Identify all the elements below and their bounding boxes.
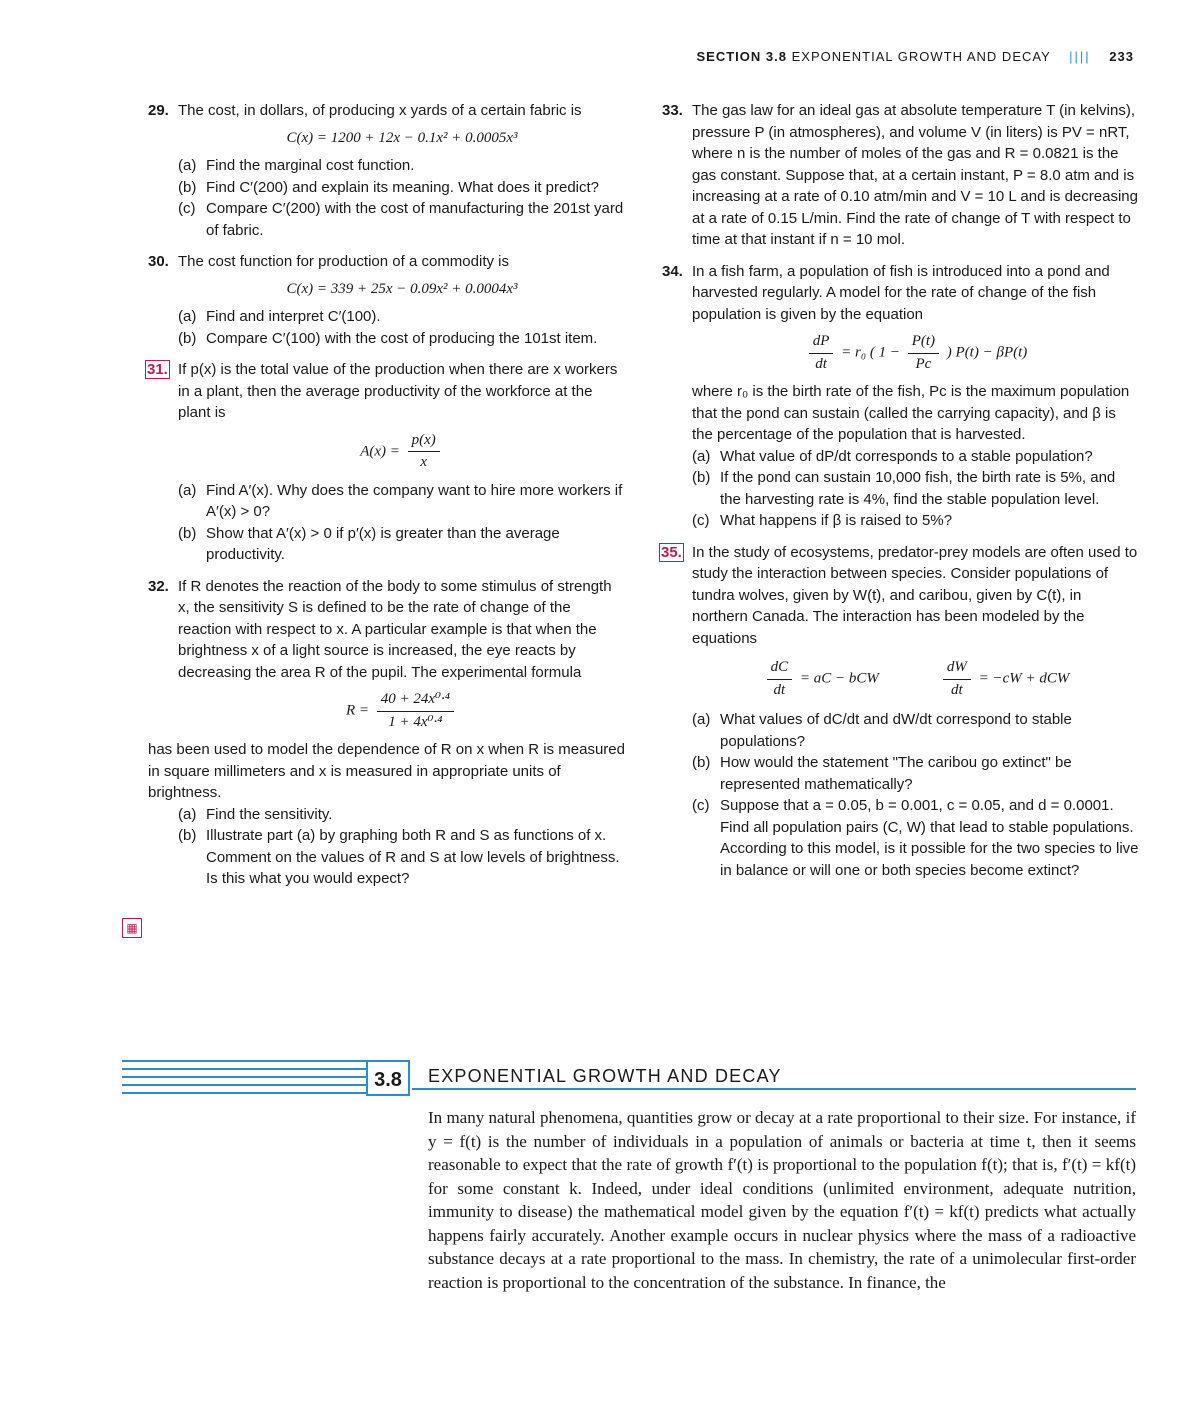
problem-text-after: where r₀ is the birth rate of the fish, Pc is the maximum population that the pond can sustain (called the carrying capacity), and β is the percentage of the population that is harvested.: [692, 383, 1130, 443]
section-body: In many natural phenomena, quantities grow or decay at a rate proportional to their size. For instance, if y = f(t) is the number of individuals in a population of animals or bacteria at time t, then it seems reasonable to expect that the rate of growth f′(t) is proportional to the population f(t); that is, f′(t) = kf(t) for some constant k. Indeed, under ideal conditions (unlimited environment, adequate nutrition, immunity to disease) the mathematical model given by the equation f′(t) = kf(t) predicts what actually happens fairly accurately. Another example occurs in nuclear physics where the mass of a radioactive substance decays at a rate proportional to the mass. In chemistry, the rate of a unimolecular first-order reaction is proportional to the concentration of the substance. In finance, the: [428, 1108, 1136, 1292]
part-c: (c) What happens if β is raised to 5%?: [692, 512, 953, 529]
problem-text: In the study of ecosystems, predator-prey models are often used to study the interaction between species. Consider populations of tundra wolves, given by W(t), and caribou, given by C(t), in northern Canada. The interaction has been modeled by the equations: [692, 543, 1138, 647]
problem-31: [148, 359, 626, 566]
part-b: (b) Compare C′(100) with the cost of producing the 101st item.: [178, 329, 598, 347]
problem-text-after: has been used to model the dependence of R on x when R is measured in square millimeters and x is measured in appropriate units of brightness.: [148, 741, 625, 801]
equation: R = $\frac{\text{40 + 24x⁰·⁴}}{\text{1 + 4x⁰·⁴}}$: [178, 689, 626, 733]
section-number: 3.8: [366, 1060, 410, 1096]
part-a: (a) Find the marginal cost function.: [178, 157, 415, 174]
header-bars: ||||: [1069, 49, 1091, 64]
part-a: (a) Find and interpret C′(100).: [178, 308, 381, 325]
problem-number: 29.: [148, 102, 169, 119]
problem-30: [148, 251, 626, 349]
part-a: (a) What value of dP/dt corresponds to a stable population?: [692, 447, 1093, 465]
problem-text: If R denotes the reaction of the body to some stimulus of strength x, the sensitivity S is defined to be the rate of change of the reaction with respect to x. A particular example is that when the brightness x of a light source is increased, the eye reacts by decreasing the area R of the pupil. The experimental formula: [178, 577, 612, 681]
problem-text: The cost function for production of a commodity is: [178, 253, 509, 270]
part-a: (a) Find the sensitivity.: [178, 805, 333, 823]
section-rule: [412, 1088, 1136, 1090]
page-number: 233: [1109, 49, 1134, 64]
part-a: (a) Find A′(x). Why does the company want to hire more workers if A′(x) > 0?: [178, 481, 623, 520]
problem-number: 32.: [148, 577, 169, 595]
right-column: [662, 100, 1140, 891]
section-title: EXPONENTIAL GROWTH AND DECAY: [428, 1066, 782, 1086]
problem-text: If p(x) is the total value of the production when there are x workers in a plant, then the average productivity of the workforce at the plant is: [178, 361, 618, 421]
problem-number: 34.: [662, 262, 683, 280]
graphing-calculator-icon: ▦: [122, 918, 142, 938]
part-b: (b) How would the statement "The caribou go extinct" be represented mathematically?: [692, 754, 1072, 793]
header-section-title: EXPONENTIAL GROWTH AND DECAY: [791, 49, 1051, 64]
problem-number: 33.: [662, 102, 683, 119]
problem-text: The gas law for an ideal gas at absolute temperature T (in kelvins), pressure P (in atmospheres), and volume V (in liters) is PV = nRT, where n is the number of moles of the gas and R = 0.0821 is the gas constant. Suppose that, at a certain instant, P = 8.0 atm and is increasing at a rate of 0.10 atm/min and V = 10 L and is decreasing at a rate of 0.15 L/min. Find the rate of change of T with respect to time at that instant if n = 10 mol.: [692, 102, 1138, 248]
left-column: [148, 100, 626, 900]
problem-34: [662, 261, 1140, 532]
equation: $\frac{dP}{dt}$ = r₀ ( 1 − $\frac{P(t)}{Pc}$ ) P(t) − βP(t): [692, 331, 1140, 375]
problem-32: [148, 576, 626, 890]
equation: C(x) = 339 + 25x − 0.09x² + 0.0004x³: [286, 280, 518, 297]
part-c: (c) Compare C′(200) with the cost of manufacturing the 201st yard of fabric.: [178, 200, 624, 239]
equation: A(x) = $\frac{p(x)}{x}$: [178, 430, 626, 474]
problem-33: [662, 100, 1140, 251]
equation: C(x) = 1200 + 12x − 0.1x² + 0.0005x³: [286, 129, 518, 146]
part-c: (c) Suppose that a = 0.05, b = 0.001, c = 0.05, and d = 0.0001. Find all population pairs (C, W) that lead to stable populations. According to this model, is it possible for the two species to live in balance or will one or both species become extinct?: [692, 797, 1139, 879]
header-section-label: SECTION 3.8: [696, 49, 787, 64]
running-header: [697, 49, 1134, 64]
equation-pair: $\frac{dC}{dt}$ = aC − bCW $\frac{dW}{dt}$ = −cW + dCW: [692, 657, 1140, 701]
problem-29: [148, 100, 626, 241]
section-heading-lines: [122, 1060, 366, 1100]
part-b: (b) Illustrate part (a) by graphing both R and S as functions of x. Comment on the values of R and S at low levels of brightness. Is this what you would expect?: [178, 827, 620, 887]
part-a: (a) What values of dC/dt and dW/dt correspond to stable populations?: [692, 711, 1072, 750]
problem-text: In a fish farm, a population of fish is introduced into a pond and harvested regularly. A model for the rate of change of the fish population is given by the equation: [692, 262, 1110, 323]
problem-text: The cost, in dollars, of producing x yards of a certain fabric is: [178, 102, 582, 119]
part-b: (b) If the pond can sustain 10,000 fish, the birth rate is 5%, and the harvesting rate is 4%, find the stable population level.: [692, 469, 1116, 508]
part-b: (b) Find C′(200) and explain its meaning. What does it predict?: [178, 178, 600, 196]
problem-number: 31.: [147, 361, 168, 378]
problem-number: 30.: [148, 253, 169, 270]
part-b: (b) Show that A′(x) > 0 if p′(x) is greater than the average productivity.: [178, 524, 560, 563]
problem-number: 35.: [661, 543, 682, 561]
problem-35: [662, 542, 1140, 882]
